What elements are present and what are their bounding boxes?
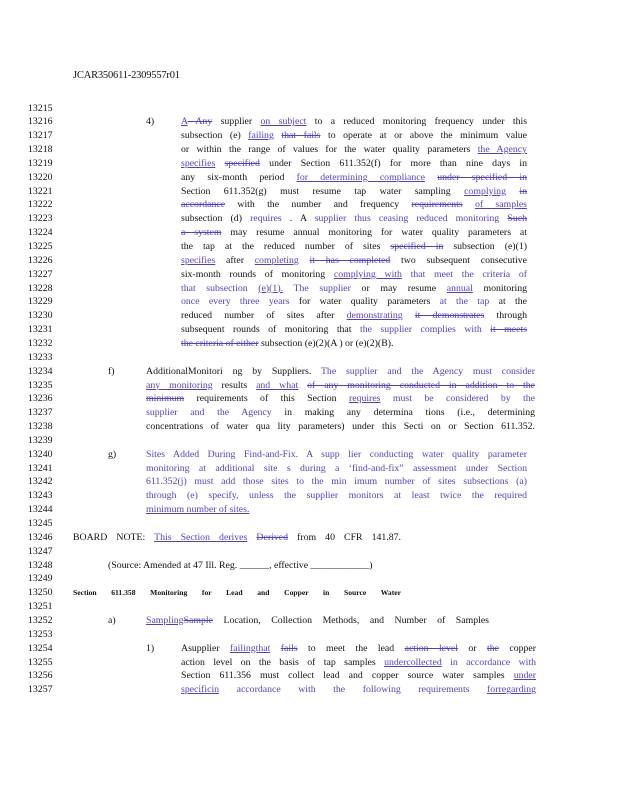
inserted-text: (e)(1). <box>258 282 284 294</box>
item-f-line <box>146 420 535 434</box>
item-4-line <box>181 143 527 157</box>
line-number: 13221 <box>28 185 53 197</box>
deleted-text: Any <box>187 116 213 128</box>
deleted-text: fails <box>280 642 298 654</box>
item-marker: a) <box>108 614 116 626</box>
line-number: 13246 <box>28 531 53 543</box>
text-run <box>425 172 437 183</box>
deleted-text: it has completed <box>309 254 391 266</box>
item-marker: f) <box>108 365 115 377</box>
deleted-text: of any monitoring conducted in addition to the <box>307 379 535 391</box>
item-1-line <box>181 669 536 683</box>
item-1-line <box>181 656 536 670</box>
deleted-text: under specified in <box>437 171 527 183</box>
text-run: . A <box>281 213 315 225</box>
deleted-text: that fails <box>281 130 321 142</box>
text-run: Section 611.356 must collect lead and copper source water samples <box>181 670 514 682</box>
line-number: 13249 <box>28 573 53 585</box>
item-4-line <box>181 157 527 171</box>
line-number: 13239 <box>28 434 53 446</box>
text-run <box>402 269 411 280</box>
item-4-line <box>181 198 527 212</box>
line-number: 13245 <box>28 518 53 529</box>
line-number: 13234 <box>28 365 53 377</box>
item-g-line <box>146 462 527 476</box>
item-4-line <box>181 171 527 185</box>
item-f-line <box>146 392 535 406</box>
line-number: 13224 <box>28 227 53 239</box>
text-run <box>215 158 224 169</box>
item-4-line <box>181 295 527 309</box>
line-number: 13232 <box>28 337 53 349</box>
text-run: accordance with the following requirements <box>236 684 470 696</box>
text-run: The supplier and the Agency must consider <box>320 365 535 377</box>
line-number: 13216 <box>28 116 53 128</box>
item-f-line <box>146 365 535 379</box>
text-run: to a reduced monitoring frequency under this <box>306 116 527 128</box>
line-number: 13252 <box>28 614 53 626</box>
text-run <box>482 324 490 335</box>
inserted-text: complying <box>464 185 506 197</box>
line-number: 13256 <box>28 670 53 682</box>
inserted-text: undercollected <box>384 656 442 668</box>
text-run: must be considered by the <box>392 393 535 405</box>
item-4-line <box>181 185 527 199</box>
deleted-text: Sample <box>183 614 213 626</box>
deleted-text: action level <box>404 642 458 654</box>
text-run <box>270 643 280 654</box>
inserted-text: completing <box>254 254 299 266</box>
inserted-text: the Agency <box>477 144 527 156</box>
item-4-line <box>181 240 527 254</box>
line-number: 13253 <box>28 628 53 640</box>
text-run: or may resume <box>350 282 447 294</box>
item-4-line <box>181 226 527 240</box>
document-id-header: JCAR350611-2309557r01 <box>73 70 180 81</box>
inserted-text: This Section derives <box>154 531 248 543</box>
item-4-line <box>181 309 527 323</box>
text-run: six-month rounds of monitoring <box>181 268 334 280</box>
deleted-text: the criteria of either <box>181 337 259 349</box>
text-run: through (e) specify, unless the supplier monitors at least twice the required <box>146 490 527 502</box>
text-run: any six-month period <box>181 171 297 183</box>
line-number: 13241 <box>28 462 53 474</box>
text-run: from 40 CFR 141.87. <box>287 531 401 543</box>
inserted-text: of samples <box>474 199 527 211</box>
text-run: concentrations of water qua lity parameters) under this Secti on or Section 611.352. <box>146 421 535 433</box>
text-run <box>219 684 237 695</box>
item-4-line <box>181 115 527 129</box>
inserted-text: forregarding <box>487 684 536 696</box>
item-4-line <box>181 212 527 226</box>
text-run <box>283 283 293 294</box>
text-run: Sites Added During Find-and-Fix. A supp lier conducting water quality parameter <box>146 448 527 460</box>
text-run <box>403 310 415 321</box>
text-run: two subsequent consecutive <box>390 254 527 266</box>
inserted-text: specifies <box>181 254 216 266</box>
deleted-text: it demonstrates <box>414 310 485 322</box>
text-run: once every three years <box>181 296 290 308</box>
line-number: 13220 <box>28 171 53 183</box>
line-number: 13229 <box>28 296 53 308</box>
line-number: 13244 <box>28 504 53 516</box>
line-number: 13238 <box>28 421 53 433</box>
line-number: 13228 <box>28 282 53 294</box>
item-g-line <box>146 475 527 489</box>
deleted-text: requirements <box>411 199 463 211</box>
text-run: through <box>484 310 527 322</box>
inserted-text: any monitoring <box>146 379 213 391</box>
inserted-text: on subject <box>260 116 307 128</box>
text-run <box>469 684 487 695</box>
line-number: 13240 <box>28 448 53 460</box>
text-run: subsection (d) <box>181 213 251 225</box>
item-1-line <box>181 683 536 697</box>
item-4-line <box>181 254 527 268</box>
text-run: that meet the criteria of <box>410 268 527 280</box>
text-run: monitoring <box>472 282 527 294</box>
line-number: 13231 <box>28 324 53 336</box>
deleted-text: in <box>519 185 527 197</box>
text-run: requires <box>250 213 282 225</box>
line-number: 13222 <box>28 199 53 211</box>
text-run <box>463 199 475 210</box>
deleted-text: specified in <box>390 241 444 252</box>
text-run: or <box>457 642 487 654</box>
line-number: 13218 <box>28 144 53 156</box>
line-number: 13255 <box>28 656 53 668</box>
inserted-text: specificin <box>181 684 220 696</box>
inserted-text: demonstrating <box>346 310 403 322</box>
text-run: BOARD NOTE: <box>73 531 155 543</box>
item-4-line <box>181 129 527 143</box>
inserted-text: under <box>513 670 536 682</box>
text-run: copper <box>498 642 536 654</box>
text-run: subsection (e) <box>181 130 249 142</box>
item-1-line <box>181 642 536 656</box>
inserted-text: complying with <box>333 268 402 280</box>
inserted-text: failingthat <box>230 642 271 654</box>
text-run: under Section 611.352(f) for more than nine days in <box>259 157 527 169</box>
item-g-line <box>146 448 527 462</box>
text-run: that subsection <box>181 282 259 294</box>
item-4-line <box>181 282 527 296</box>
text-run: subsection (e)(2)(A ) or (e)(2)(B). <box>258 337 394 349</box>
text-run: supplier <box>212 116 261 128</box>
inserted-text: A <box>181 116 188 128</box>
text-run: 611.352(j) must add those sites to the min imum number of sites subsections (a) <box>146 476 527 488</box>
text-run <box>299 255 310 266</box>
line-number: 13227 <box>28 268 53 280</box>
deleted-text: Derived <box>256 531 288 543</box>
line-number: 13226 <box>28 254 53 266</box>
text-run: in making any determina tions (i.e., determining <box>271 407 535 419</box>
item-4-line <box>181 337 527 351</box>
text-run: Section 611.352(g) must resume tap water sampling <box>181 185 465 197</box>
text-run: The supplier <box>293 282 351 294</box>
text-run: monitoring at additional site s during a ‘find-and-fix” assessment under Section <box>146 462 527 474</box>
source-note: (Source: Amended at 47 Ill. Reg. ______, effective ____________) <box>108 559 373 571</box>
text-run: at the <box>489 296 527 308</box>
text-run <box>298 380 307 391</box>
text-run: subsection (e)(1) <box>443 241 527 252</box>
text-run: action level on the basis of tap samples <box>181 656 385 668</box>
text-run: requirements of this Section <box>184 393 349 405</box>
deleted-text: accordance <box>181 199 226 211</box>
item-marker: 4) <box>146 116 155 128</box>
line-number: 13236 <box>28 393 53 405</box>
line-number: 13247 <box>28 545 53 557</box>
deleted-text: the <box>486 642 499 654</box>
item-marker: g) <box>108 448 117 460</box>
text-run: results <box>212 379 257 391</box>
inserted-text: minimum number of sites. <box>146 504 250 516</box>
text-run: AdditionalMonitori ng by Suppliers. <box>146 365 321 377</box>
line-number: 13242 <box>28 476 53 488</box>
text-run: may resume annual monitoring for water quality parameters at <box>221 227 527 239</box>
text-run: with the number and frequency <box>225 199 412 211</box>
item-a-line <box>146 614 489 628</box>
text-run: in accordance with <box>450 656 536 668</box>
section-heading: Section 611.358 Monitoring for Lead and Copper in Source Water <box>73 588 401 598</box>
text-run: after <box>215 254 255 266</box>
line-number: 13250 <box>28 587 53 599</box>
line-number: 13257 <box>28 684 53 696</box>
line-number: 13248 <box>28 559 53 571</box>
text-run: for water quality parameters <box>289 296 440 308</box>
inserted-text: requires <box>348 393 381 405</box>
text-run <box>381 393 393 404</box>
deleted-text: specified <box>224 157 260 169</box>
text-run: Location, Collection Methods, and Number of Samples <box>212 614 489 626</box>
text-run: the tap at the reduced number of sites <box>181 241 391 252</box>
inserted-text: and what <box>256 379 299 391</box>
inserted-text: failing <box>248 130 274 142</box>
line-number: 13251 <box>28 601 53 613</box>
line-number: 13217 <box>28 130 53 142</box>
line-number: 13233 <box>28 351 53 363</box>
inserted-text: for determining compliance <box>296 171 425 183</box>
text-run <box>442 657 450 668</box>
line-number: 13243 <box>28 490 53 502</box>
line-number: 13237 <box>28 407 53 419</box>
text-run: to meet the lead <box>297 642 405 654</box>
inserted-text: annual <box>446 282 473 294</box>
text-run: to operate at or above the minimum value <box>320 130 527 142</box>
line-number: 13215 <box>28 102 53 114</box>
text-run: subsequent rounds of monitoring that <box>181 324 360 336</box>
line-number: 13230 <box>28 310 53 322</box>
inserted-text: Sampling <box>146 614 184 626</box>
line-number: 13235 <box>28 379 53 391</box>
item-f-line <box>146 406 535 420</box>
item-4-line <box>181 268 527 282</box>
text-run: reduced number of sites after <box>181 310 347 322</box>
item-g-line <box>146 503 527 517</box>
text-run: or within the range of values for the water quality parameters <box>181 144 478 156</box>
item-4-line <box>181 323 527 337</box>
line-number: 13254 <box>28 642 53 654</box>
item-g-line <box>146 489 527 503</box>
board-note <box>73 531 401 545</box>
deleted-text: minimum <box>146 393 185 405</box>
text-run <box>506 186 519 197</box>
inserted-text: specifies <box>181 157 216 169</box>
text-run: supplier and the Agency <box>146 407 272 419</box>
item-marker: 1) <box>146 642 155 654</box>
text-run: at the tap <box>439 296 490 308</box>
line-number: 13219 <box>28 157 53 169</box>
deleted-text: it meets <box>490 324 527 336</box>
deleted-text: Such <box>507 213 527 225</box>
line-number: 13225 <box>28 241 53 252</box>
line-number: 13223 <box>28 213 53 225</box>
text-run: Asupplier <box>181 642 231 654</box>
deleted-text: a system <box>181 227 222 239</box>
text-run: supplier thus ceasing reduced monitoring <box>314 213 500 225</box>
item-f-line <box>146 379 535 393</box>
text-run: the supplier complies with <box>359 324 482 336</box>
